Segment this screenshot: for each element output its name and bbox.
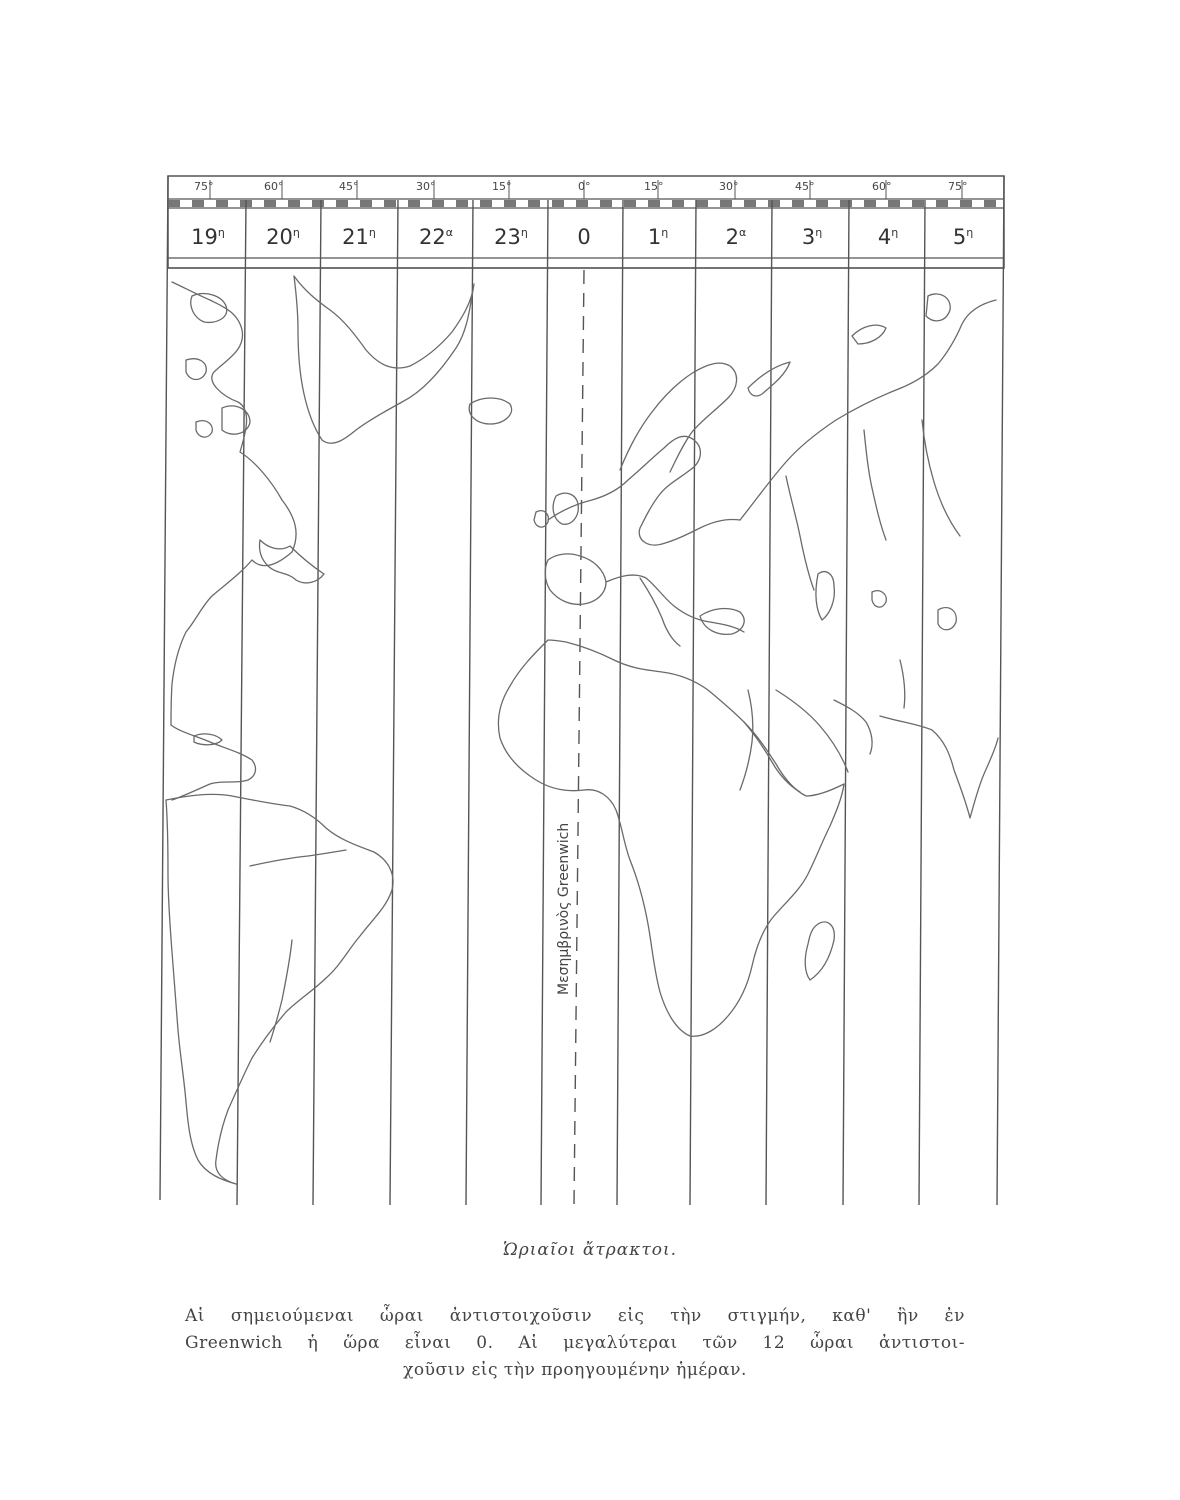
scale-tick	[648, 200, 660, 207]
central-asia-lake	[938, 608, 956, 630]
volga-river	[786, 476, 814, 590]
zone-line	[466, 200, 473, 1205]
novaya-zemlya	[748, 362, 790, 396]
nile-river	[740, 690, 753, 790]
scale-tick	[336, 200, 348, 207]
taymyr-coast	[926, 294, 950, 321]
hour-label-4: $4^\eta$	[877, 225, 899, 249]
zone-line	[160, 176, 168, 1200]
yenisei-river	[922, 420, 960, 536]
scale-tick	[936, 200, 948, 207]
south-america-coast	[166, 794, 393, 1184]
degree-label-e45: 45°	[795, 180, 815, 193]
arctic-island-a	[191, 294, 227, 323]
hour-labels	[191, 225, 973, 249]
scale-tick	[432, 200, 444, 207]
scale-tick	[696, 200, 708, 207]
degree-label-e60: 60°	[872, 180, 892, 193]
madagascar	[805, 922, 834, 980]
degree-label-w30: 30°	[416, 180, 436, 193]
north-america-coast	[171, 282, 296, 725]
scale-tick	[192, 200, 204, 207]
caribbean-island	[194, 734, 222, 745]
scale-tick	[864, 200, 876, 207]
zone-line	[313, 200, 321, 1205]
degree-label-e30: 30°	[719, 180, 739, 193]
scale-tick	[768, 200, 780, 207]
greenland-coast	[294, 276, 474, 443]
zone-line	[997, 176, 1004, 1205]
zone-line	[843, 200, 849, 1205]
scale-tick	[912, 200, 924, 207]
scale-tick	[384, 200, 396, 207]
hour-label-0: 0	[577, 225, 591, 249]
scale-tick	[792, 200, 804, 207]
scale-tick	[576, 200, 588, 207]
scale-tick	[840, 200, 852, 207]
scale-tick	[360, 200, 372, 207]
scale-tick	[480, 200, 492, 207]
hour-label-23: $23^\eta$	[494, 225, 528, 249]
amazon-river	[250, 850, 346, 866]
severnaya-zemlya	[852, 325, 886, 344]
hour-label-20: $20^\eta$	[266, 225, 300, 249]
arctic-island-d	[196, 421, 212, 437]
hour-label-21: $21^\eta$	[342, 225, 376, 249]
scale-tick	[888, 200, 900, 207]
degree-label-w45: 45°	[339, 180, 359, 193]
scandinavia-coast	[620, 363, 737, 472]
italy-peninsula	[640, 578, 680, 646]
zone-line	[766, 200, 772, 1205]
zone-line	[390, 200, 398, 1205]
scale-tick	[672, 200, 684, 207]
arctic-island-c	[222, 406, 250, 434]
degree-labels	[194, 180, 968, 193]
india-coast	[880, 716, 998, 818]
scale-tick	[216, 200, 228, 207]
zone-line	[690, 200, 696, 1205]
degree-label-0: 0°	[578, 180, 591, 193]
europe-coast	[548, 436, 740, 545]
africa-coast	[498, 640, 844, 1036]
iberia-coast	[545, 554, 606, 604]
zone-line	[919, 200, 925, 1205]
degree-label-e75: 75°	[948, 180, 968, 193]
scale-tick	[528, 200, 540, 207]
scale-tick	[552, 200, 564, 207]
indus-river	[900, 660, 905, 708]
greenwich-meridian-label: Μεσημβρινὸς Greenwich	[556, 822, 572, 995]
hudson-bay-coast	[259, 540, 324, 583]
hour-label-3: $3^\eta$	[801, 225, 823, 249]
zone-line	[237, 200, 246, 1205]
hour-label-2: $2^\alpha$	[725, 225, 747, 249]
caption-line-1: Αἱ σημειούμεναι ὧραι ἀντιστοιχοῦσιν εἰς τὴν στιγμήν, καθ' ἣν ἐν	[185, 1306, 965, 1326]
scale-tick	[960, 200, 972, 207]
scale-tick	[168, 200, 180, 207]
iceland-coast	[469, 398, 511, 424]
figure-caption-title: Ὡριαῖοι ἄτρακτοι.	[502, 1240, 678, 1260]
mediterranean-north	[606, 575, 744, 632]
zone-line	[617, 200, 623, 1205]
scale-tick	[312, 200, 324, 207]
zone-line	[541, 200, 548, 1205]
degree-label-w15: 15°	[492, 180, 512, 193]
degree-label-e15: 15°	[644, 180, 664, 193]
scale-tick	[744, 200, 756, 207]
hour-label-22: $22^\alpha$	[419, 225, 453, 249]
scale-tick	[264, 200, 276, 207]
aral-sea	[872, 591, 886, 607]
british-isles	[553, 493, 578, 524]
figure-caption-body	[185, 1303, 965, 1384]
scale-tick	[408, 200, 420, 207]
greenwich-meridian-line	[574, 270, 584, 1205]
caption-line-3: χοῦσιν εἰς τὴν προηγουμένην ἡμέραν.	[403, 1360, 747, 1380]
scale-tick	[456, 200, 468, 207]
caption-line-2: Greenwich ἡ ὥρα εἶναι 0. Αἱ μεγαλύτεραι τῶν 12 ὧραι ἀντιστοι-	[185, 1333, 965, 1353]
scale-tick	[504, 200, 516, 207]
arctic-island-b	[186, 359, 206, 380]
zone-boundary-lines	[160, 176, 1004, 1205]
scale-tick	[288, 200, 300, 207]
degree-label-w60: 60°	[264, 180, 284, 193]
persian-gulf	[834, 700, 872, 754]
scale-tick	[624, 200, 636, 207]
hour-label-1: $1^\eta$	[647, 225, 669, 249]
caspian-sea	[816, 572, 834, 620]
degree-label-w75: 75°	[194, 180, 214, 193]
scale-tick	[984, 200, 996, 207]
scale-tick	[816, 200, 828, 207]
hour-label-19: $19^\eta$	[191, 225, 225, 249]
scale-tick	[720, 200, 732, 207]
scale-tick	[600, 200, 612, 207]
ob-river	[864, 430, 886, 540]
hour-label-5: $5^\eta$	[952, 225, 974, 249]
central-america-coast	[171, 725, 255, 800]
siberia-coast	[740, 300, 996, 520]
